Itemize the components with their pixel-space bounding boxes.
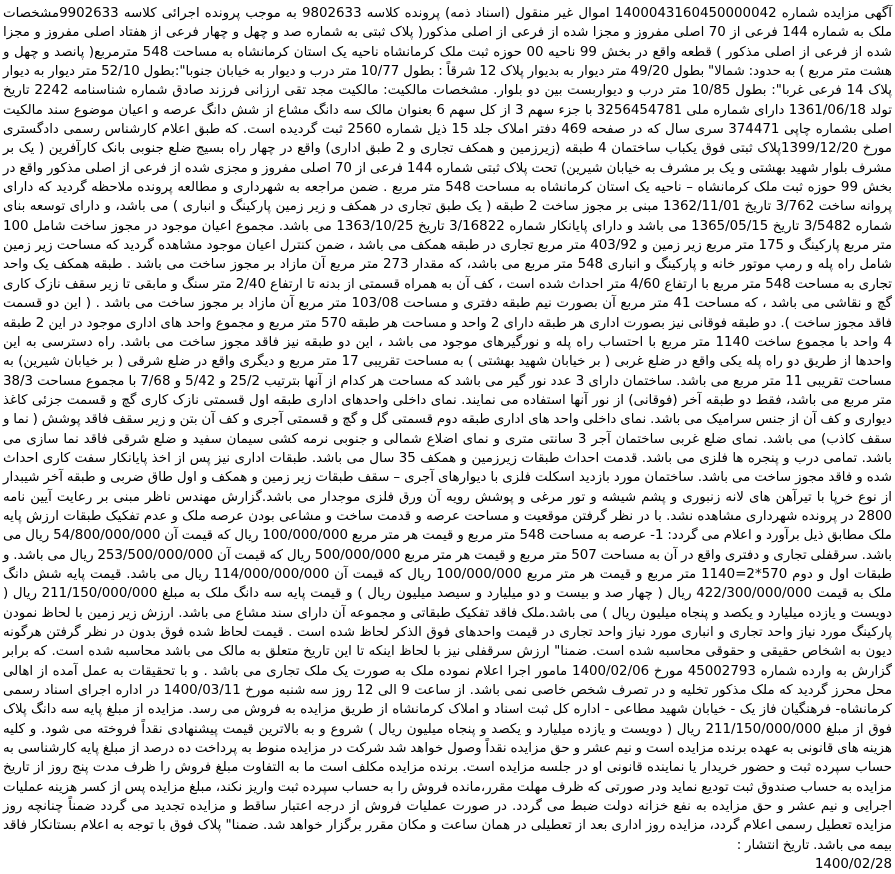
notice-body-text: آگهی مزایده شماره 1400043160450000042 اموال غیر منقول (اسناد ذمه) پرونده کلاسه 9802633 به موجب پرونده اجرائی کلاسه 9902633مشخصات ملک به شماره 144 فرعی از 70 اصلی مفروز و مجزا شده از فرعی از اصلی مذکور( پلاک ثبتی به شماره صد و چهل و چهار فرعی از هفتاد اصلی مفروز و مجزا شده از فرعی از اصلی مذکور ) قطعه واقع در بخش 99 ناحیه 00 حوزه ثبت ملک کرمانشاه ناحیه یک استان کرمانشاه به مساحت 548 مترمربع( پانصد و چهل و هشت متر مربع ) به حدود: شمالا" بطول 49/20 متر دیوار به بدیوار پلاک 12 شرقاً : بطول 10/77 متر درب و دیوار به خیابان جنوبا":بطول 52/10 متر دیوار به دیوار پلاک 14 فرعی غربا": بطول 10/85 متر درب و دیواربست بین دو بلوار. مشخصات مالکیت: مالکیت مجد تقی ارزانی فرزند صادق شماره شناسنامه 2242 تاریخ تولد 1361/06/18 دارای شماره ملی 3256454781 با جزء سهم 3 از کل سهم 6 بعنوان مالک سه دانگ مشاع از شش دانگ عرصه و اعیان موضوع سند مالکیت اصلی بشماره چاپی 374471 سری سال که در صفحه 469 دفتر املاک جلد 15 ذیل شماره 2560 ثبت گردیده است. که طبق اعلام کارشناس رسمی دادگستری مورخ 1399/12/20پلاک ثبتی فوق یکباب ساختمان 4 طبقه (زیرزمین و همکف تجاری و 2 طبق اداری) واقع در چهار راه بسیج ضلع جنوبی بانک کارآفرین ( یک بر مشرف بلوار شهید بهشتی و یک بر مشرف به خیابان شیرین) تحت پلاک ثبتی شماره 144 فرعی از 70 اصلی مفروز و مجزی شده از فرعی از اصلی مذکور واقع در بخش 99 حوزه ثبت ملک کرمانشاه – ناحیه یک استان کرمانشاه به مساحت 548 متر مربع . ضمن مراجعه به شهرداری و مطالعه پرونده ملاحظه گردید که دارای پروانه ساخت 3/762 تاریخ 1362/11/01 مبنی بر مجوز ساخت 2 طبقه ( یک طبق تجاری در همکف و زیر زمین پارکینگ و انباری ) می باشد، و دارای توسعه بنای شماره 3/5482 تاریخ 1365/05/15 می باشد و دارای پایانکار شماره 3/16822 تاریخ 1363/10/25 می باشد. مجموع اعیان موجود در مجوز ساخت شامل 100 متر مربع پارکینگ و 175 متر مربع زیر زمین و 403/92 متر مربع تجاری در طبقه همکف می باشد ، ضمن کنترل اعیان موجود مشاهده گردید که مساحت زیر زمین شامل راه پله و رمپ موتور خانه و پارکینگ و انباری 548 متر مربع می باشد، که مقدار 273 متر مربع آن مازاد بر مجوز ساخت می باشد . طبقه همکف یک واحد تجاری به مساحت 548 متر مربع با ارتفاع 4/60 متر احداث شده است ، کف آن به همراه قسمتی از بدنه تا ارتفاع 2/40 متر سنگ و مابقی تا زیر سقف نازک کاری گچ و نقاشی می باشد ، که مساحت 41 متر مربع آن بصورت نیم طبقه دفتری و مساحت 103/08 متر مربع آن مازاد بر مجوز ساخت می باشد . ( این دو قسمت فاقد مجوز ساخت ). دو طبقه فوقانی نیز بصورت اداری هر طبقه دارای 2 واحد و مساحت هر طبقه 570 متر مربع و مجموع واحد های اداری موجود در این 2 طبقه 4 واحد با مجموع ساخت 1140 متر مربع با احتساب راه پله و نورگیرهای موجود می باشد ، این دو طبقه نیز فاقد مجوز ساخت می باشد. راه دسترسی به این واحدها از طریق دو راه پله یکی واقع در ضلع غربی ( بر خیابان شهید بهشتی ) به مساحت تقریبی 17 متر مربع و دیگری واقع در ضلع شرقی ( بر خیابان شیرین) به مساحت تقریبی 11 متر مربع می باشد. ساختمان دارای 3 عدد نور گیر می باشد که مساحت هر کدام از آنها بترتیب 25/2 و 5/42 و 7/68 با مجموع مساحت 38/3 متر مربع می باشد، فقط دو طبقه آخر (فوقانی) از نور آنها استفاده می نمایند. نمای داخلی واحدهای اداری طبقه اول قسمتی نازک کاری گچ و قسمت جزئی کاغذ دیواری و کف آن از جنس سرامیک می باشد. نمای داخلی واحد های اداری طبقه دوم قسمتی گل و گچ و قسمتی آجری و کف آن بتن و زیر سقف فاقد پوشش ( نما و سقف کاذب) می باشد. نمای ضلع غربی ساختمان آجر 3 سانتی متری و نمای اضلاع شمالی و جنوبی نرمه کشی سیمان سفید و ضلع شرقی فاقد نما سازی می باشد. تمامی درب و پنجره ها فلزی می باشد. قدمت احداث طبقات زیرزمین و همکف 35 سال می باشد. طبقات اداری نیز پس از اخذ پایانکار سفت کاری احداث شده و فاقد مجوز ساخت می باشد. ساختمان مورد بازدید اسکلت فلزی با دیوارهای آجری – سقف طبقات زیر زمین و همکف و اول طاق ضربی و طبقه آخر شیبدار از نوع خرپا با تیرآهن های لانه زنبوری و پشم شیشه و تور مرغی و پوشش رویه آن ورق فلزی موجدار می باشد.گزارش مهندس ناظر مبنی بر رعایت آیین نامه 2800 در پرونده شهرداری مشاهده نشد. با در نظر گرفتن موقعیت و مساحت عرصه و قدمت ساخت و مشاعی بودن عرصه ملک و عدم تفکیک طبقات ارزش پایه ملک مطابق ذیل برآورد و اعلام می گردد: 1- عرصه به مساحت 548 متر مربع و قیمت هر متر مربع 100/000/000 ریال که قیمت آن 54/800/000/000 ریال می باشد. سرقفلی تجاری و دفتری واقع در آن به مساحت 507 متر مربع و قیمت هر متر مربع 500/000/000 ریال که قیمت آن 253/500/000/000 ریال می باشد. و طبقات اول و دوم 570*2=1140 متر مربع و قیمت هر متر مربع 100/000/000 ریال که قیمت آن 114/000/000/000 ریال می باشد. قیمت پایه شش دانگ ملک به قیمت 422/300/000/000 ریال ( چهار صد و بیست و دو میلیارد و سیصد میلیون ریال ) و قیمت پایه سه دانگ ملک به مبلغ 211/150/000/000 ریال ( دویست و یازده میلیارد و یکصد و پنجاه میلیون ریال ) می باشد.ملک فاقد تفکیک طبقاتی و مجموعه آن دارای سند مشاع می باشد. ارزش زیر زمین با لحاظ نمودن پارکینگ مورد نیاز واحد تجاری و انباری مورد نیاز واحد تجاری در قیمت واحدهای فوق الذکر لحاظ شده است . قیمت لحاظ شده فوق بدون در نظر گرفتن هرگونه دیون به اشخاص حقیقی و حقوقی محاسبه شده است. ضمنا" ارزش سرقفلی نیز با لحاظ اینکه تا این تاریخ متعلق به مالک می باشد محاسبه شده است. که برابر گزارش به وارده شماره 45002793 مورخ 1400/02/06 مامور اجرا اعلام نموده ملک به صورت یک ملک تجاری می باشد . و با تحقیقات به عمل آمده از اهالی محل محرز گردید که ملک مذکور تخلیه و در تصرف شخص خاصی نمی باشد. از ساعت 9 الی 12 روز سه شنبه مورخ 1400/03/11 در اداره اجرای اسناد رسمی کرمانشاه- فرهنگیان فاز یک - خیابان شهید مطاعی - اداره کل ثبت اسناد و املاک کرمانشاه از طریق مزایده به فروش می رسد. مزایده از مبلغ پایه سه دانگ پلاک فوق از مبلغ 211/150/000/000 ریال ( دویست و یازده میلیارد و یکصد و پنجاه میلیون ریال ) شروع و به بالاترین قیمت پیشنهادی نقداً فروخته می شود. و کلیه هزینه های قانونی به عهده برنده مزایده است و نیم عشر و حق مزایده نقداً وصول خواهد شد شرکت در مزایده منوط به پرداخت ده درصد از مبلغ پایه کارشناسی به حساب سپرده ثبت و حضور خریدار یا نماینده قانونی او در جلسه مزایده است. برنده مزایده مکلف است ما به التفاوت مبلغ فروش را ظرف مدت پنج روز از تاریخ مزایده به حساب صندوق ثبت تودیع نماید ودر صورتی که ظرف مهلت مقرر،مانده فروش را به حساب سپرده ثبت واریز نکند، مبلغ مزایده پس از کسر هزینه عملیات اجرایی و نیم عشر و حق مزایده به نفع خزانه دولت ضبط می گردد. در صورت عملیات فروش از درجه اعتبار ساقط و مزایده تجدید می گردد ضمناً چنانچه روز مزایده تعطیل رسمی اعلام گردد، مزایده روز اداری بعد از تعطیلی در همان ساعت و مکان مقرر برگزار خواهد شد. ضمنا" پلاک فوق با توجه به اعلام بستانکار فاقد بیمه می باشد. تاریخ انتشار : — [3, 6, 893, 853]
publication-date: 1400/02/28 — [814, 857, 892, 873]
auction-notice — [3, 4, 892, 874]
